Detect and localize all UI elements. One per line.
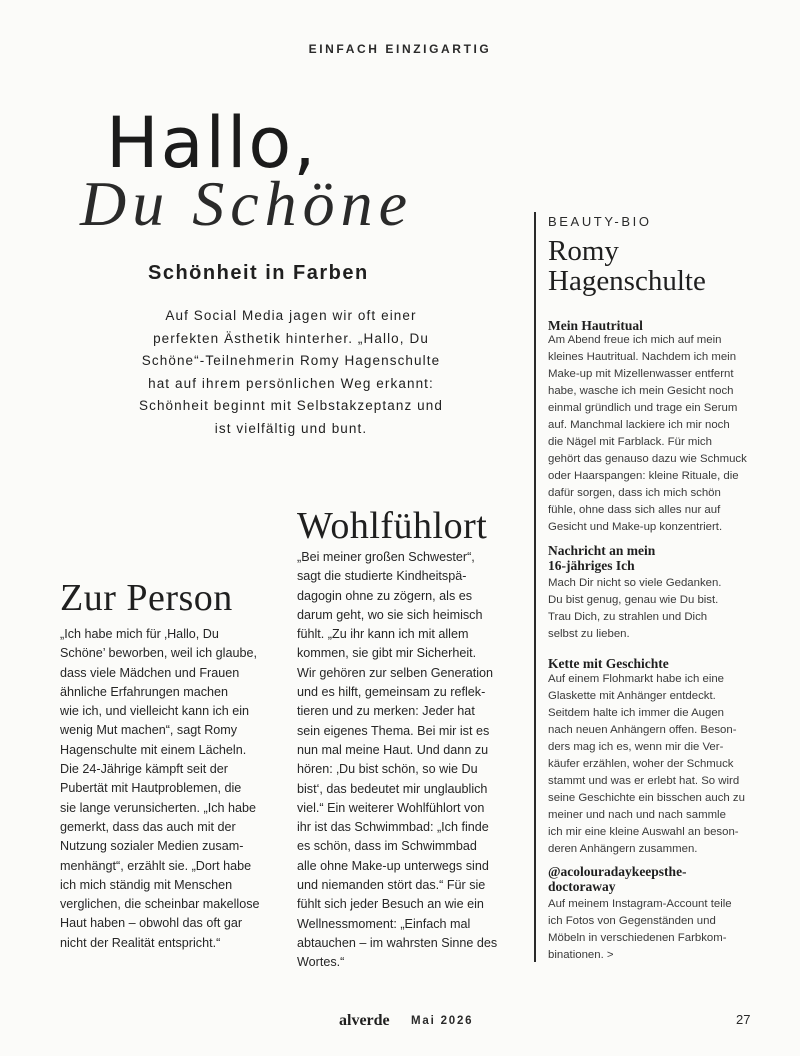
sidebar-kicker: BEAUTY-BIO <box>548 214 652 229</box>
wohlfuehlort-text: „Bei meiner großen Schwester“, sagt die studierte Kindheitspä- dagogin ohne zu zögern, als es darum geht, wo sie sich heimisch fühlt. „Zu ihr kann ich mit allem kommen, sie gibt mir Sicherheit. Wir gehören zur selben Generation und es hilft, gemeinsam zu reflek- tieren und zu merken: Jeder hat sein eigenes Thema. Bei mir ist es nun mal meine Haut. Und dann zu hören: ‚Du bist schön, so wie Du bist‘, das bedeutet mir unglaublich viel.“ Ein weiterer Wohlfühlort von ihr ist das Schwimmbad: „Ich finde es schön, dass im Schwimmbad alle ohne Make-up unterwegs sind und niemanden stört das.“ Für sie fühlt sich jeder Besuch an wie ein Wellnessmoment: „Einfach mal abtauchen – im wahrsten Sinne des Wortes.“ <box>297 550 498 970</box>
sidebar-text-hautritual: Am Abend freue ich mich auf mein kleines Hautritual. Nachdem ich mein Make-up mit Mizellenwasser entfernt habe, wasche ich mein Gesicht noch einmal gründlich und trage ein Serum auf. Manchmal lackiere ich mir noch die Nägel mit Farblack. Für mich gehört das genauso dazu wie Schmuck oder Haarspangen: kleine Rituale, die dafür sorgen, dass ich mich schön fühle, ohne dass sich alles nur auf Gesicht und Make-up konzentriert. <box>548 334 747 533</box>
sidebar-heading-nachricht: Nachricht an mein 16-jähriges Ich <box>548 543 656 573</box>
sidebar-name: Romy Hagenschulte <box>548 235 706 297</box>
sidebar-heading-kette: Kette mit Geschichte <box>548 656 669 671</box>
intro-paragraph: Auf Social Media jagen wir oft einer perfekten Ästhetik hinterher. „Hallo, Du Schöne“-Teilnehmerin Romy Hagenschulte hat auf ihrem persönlichen Weg erkannt: Schönheit beginnt mit Selbstakzeptanz und ist vielfältig und bunt. <box>138 308 444 436</box>
footer-brand: alverde <box>339 1012 390 1029</box>
sidebar-divider <box>534 212 536 962</box>
sidebar-text-nachricht: Mach Dir nicht so viele Gedanken. Du bist genug, genau wie Du bist. Trau Dich, zu strahlen und Dich selbst zu lieben. <box>548 577 722 640</box>
sidebar-heading-instagram: @acolouradaykeepsthe- doctoraway <box>548 864 687 894</box>
headline-line-1: Hallo, <box>106 102 318 184</box>
page-number: 27 <box>736 1012 751 1027</box>
zur-person-heading: Zur Person <box>60 577 233 619</box>
section-kicker: EINFACH EINZIGARTIG <box>308 42 492 56</box>
wohlfuehlort-heading: Wohlfühlort <box>297 505 488 547</box>
sidebar-text-kette: Auf einem Flohmarkt habe ich eine Glaskette mit Anhänger entdeckt. Seitdem halte ich immer die Augen nach neuen Anhängern offen. Beson- ders mag ich es, wenn mir die Ver- käufer erzählen, woher der Schmuck stammt und was er erlebt hat. So wird seine Geschichte ein bisschen auch zu meiner und nach und nach sammle ich mir eine kleine Auswahl an beson- deren Anhängern zusammen. <box>548 673 745 855</box>
headline-line-2: Du Schöne <box>80 168 414 239</box>
subtitle: Schönheit in Farben <box>148 262 369 284</box>
sidebar-heading-hautritual: Mein Hautritual <box>548 318 643 333</box>
footer-issue: Mai 2026 <box>411 1015 474 1027</box>
sidebar-text-instagram: Auf meinem Instagram-Account teile ich Fotos von Gegenständen und Möbeln in verschiedenen Farbkom- binationen. > <box>548 898 732 961</box>
zur-person-text: „Ich habe mich für ‚Hallo, Du Schöne’ beworben, weil ich glaube, dass viele Mädchen und Frauen ähnliche Erfahrungen machen wie ich, und vielleicht kann ich ein wenig Mut machen“, sagt Romy Hagenschulte mit einem Lächeln. Die 24-Jährige kämpft seit der Pubertät mit Hautproblemen, die sie lange verunsicherten. „Ich habe gemerkt, dass das auch mit der Nutzung sozialer Medien zusam- menhängt“, erzählt sie. „Dort habe ich mich ständig mit Menschen verglichen, die scheinbar makellose Haut haben – obwohl das oft gar nicht der Realität entspricht.“ <box>60 627 260 950</box>
